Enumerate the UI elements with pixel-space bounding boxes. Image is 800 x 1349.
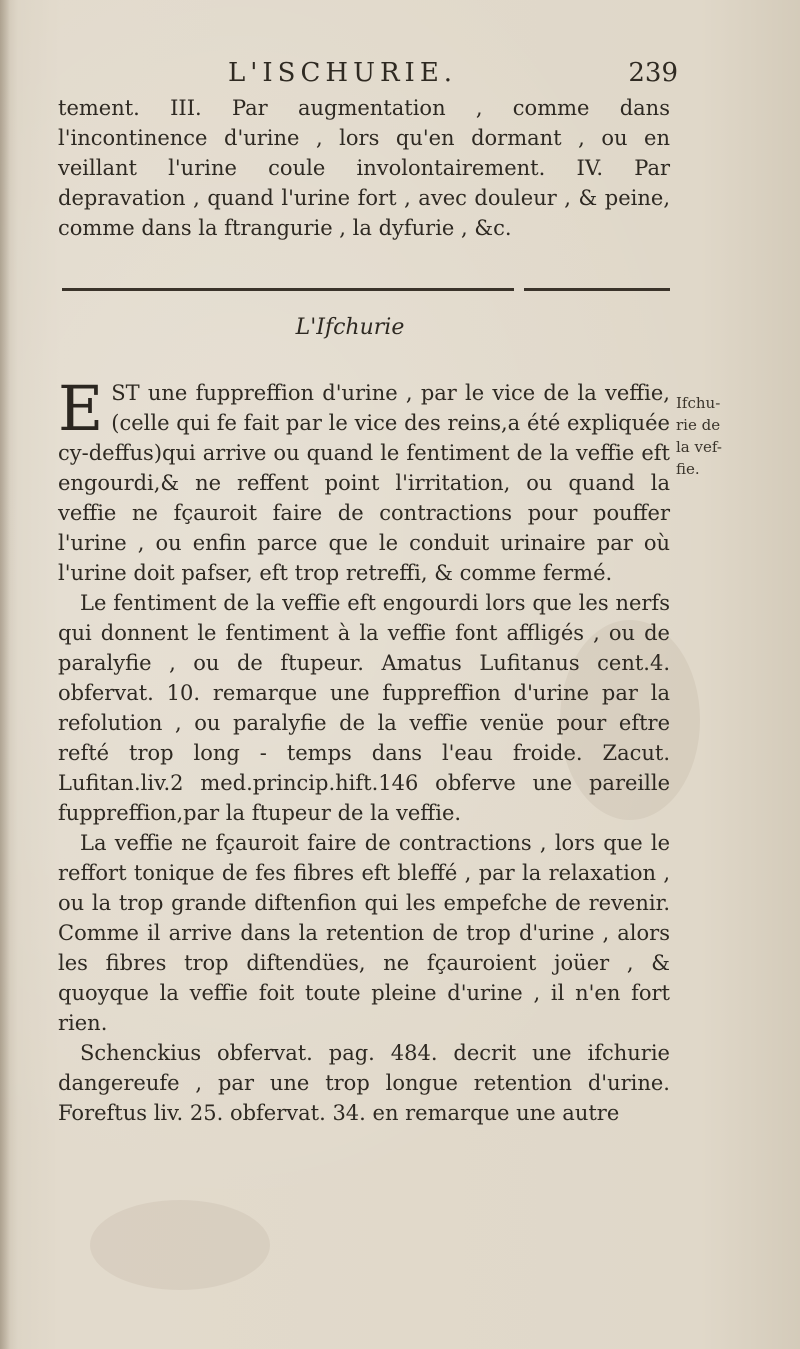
section-title: L'Ifchurie <box>295 315 405 340</box>
margin-note-line: fie. <box>676 460 700 478</box>
paragraph-definition <box>58 372 670 588</box>
paragraph-sentiment: Le fentiment de la veffie eft engourdi lors que les nerfs qui donnent le fentiment à la veffie font affligés , ou de paralyfie , ou de ftupeur. Amatus Lufitanus cent.4. obfervat. 10. remarque une fuppreffion d'urine par la refolution , ou paralyfie de la veffie venüe pour eftre refté trop long - temps dans l'eau froide. Zacut. Lufitan.liv.2 med.princip.hift.146 obferve une pareille fuppreffion,par la ftupeur de la veffie. <box>58 591 670 825</box>
paragraph-text: ST une fuppreffion d'urine , par le vice de la veffie,(celle qui fe fait par le vice des reins,a été expliquée cy-deffus)qui arrive ou quand le fentiment de la veffie eft engourdi,& ne reffent point l'irritation, ou quand la veffie ne fçauroit faire de contractions pour pouffer l'urine , ou enfin parce que le conduit urinaire par où l'urine doit pafser, eft trop retreffi, & comme fermé. <box>58 381 670 585</box>
drop-cap-letter: E <box>58 372 104 445</box>
continued-paragraph: tement. III. Par augmentation , comme dans l'incontinence d'urine , lors qu'en dormant , ou en veillant l'urine coule involontairement. IV. Par depravation , quand l'urine fort , avec douleur , & peine, comme dans la ftrangurie , la dyfurie , &c. <box>58 96 670 240</box>
margin-note-line: la vef- <box>676 438 722 456</box>
page-header <box>58 58 678 98</box>
section-divider-rule <box>524 288 670 291</box>
margin-note <box>676 392 756 480</box>
margin-note-line: Ifchu- <box>676 394 721 412</box>
paragraph-contractions: La veffie ne fçauroit faire de contractions , lors que le reffort tonique de fes fibres eft bleffé , par la relaxation , ou la trop grande diftenfion qui les empefche de revenir. Comme il arrive dans la retention de trop d'urine , alors les fibres trop diftendües, ne fçauroient joüer , & quoyque la veffie foit toute pleine d'urine , il n'en fort rien. <box>58 831 670 1035</box>
margin-note-line: rie de <box>676 416 721 434</box>
paper-stain <box>90 1200 270 1290</box>
running-title: L'ISCHURIE. <box>228 58 458 88</box>
section-divider-rule <box>62 288 514 291</box>
page-number: 239 <box>628 58 678 88</box>
page-gutter-shadow <box>0 0 10 1349</box>
paragraph-observations: Schenckius obfervat. pag. 484. decrit une ifchurie dangereufe , par une trop longue retention d'urine. Foreftus liv. 25. obfervat. 34. en remarque une autre <box>58 1041 670 1125</box>
section-body <box>58 372 670 1128</box>
